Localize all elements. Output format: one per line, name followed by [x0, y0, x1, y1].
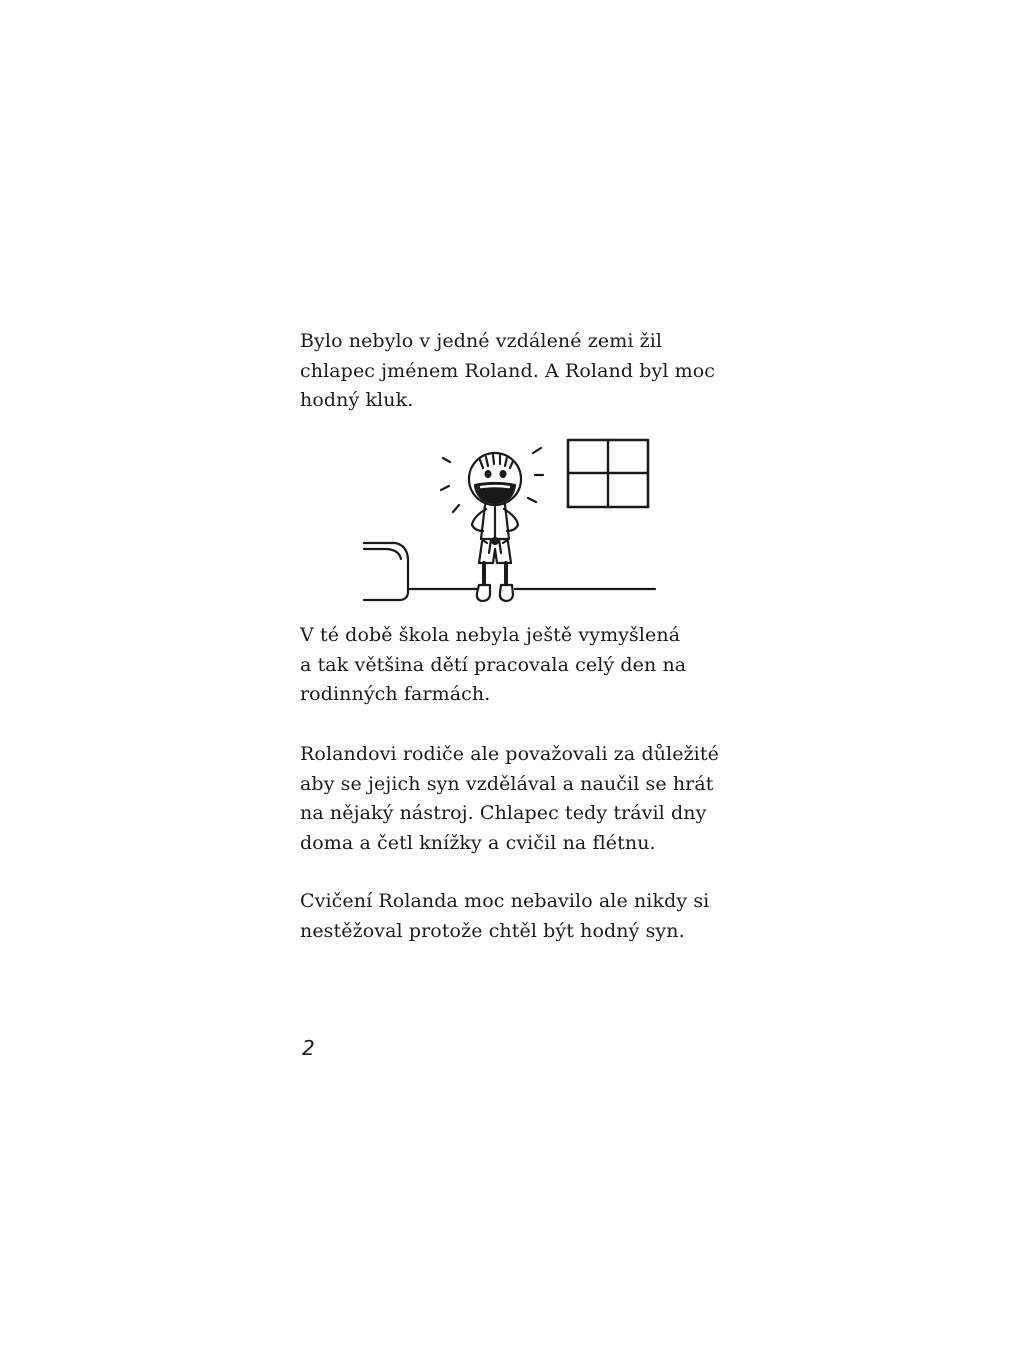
paragraph-line: hodný kluk. — [300, 389, 414, 411]
paragraph-line: Bylo nebylo v jedné vzdálené zemi žil — [300, 330, 663, 352]
paragraph-line: aby se jejich syn vzdělával a naučil se hrát — [300, 772, 714, 795]
paragraph-line: chlapec jménem Roland. A Roland byl moc — [300, 359, 716, 382]
paragraph-line: V té době škola nebyla ještě vymyšlená — [300, 624, 681, 646]
happy-boy-drawing-icon — [355, 435, 665, 610]
paragraph-line: rodinných farmách. — [300, 683, 491, 705]
paragraph-line: Cvičení Rolanda moc nebavilo ale nikdy si — [300, 890, 710, 912]
page-number: 2 — [302, 1036, 315, 1060]
paragraph-4 — [300, 887, 740, 946]
paragraph-3 — [300, 740, 740, 858]
paragraph-2 — [300, 621, 740, 710]
paragraph-line: a tak většina dětí pracovala celý den na — [300, 653, 687, 676]
paragraph-1 — [300, 327, 740, 416]
paragraph-line: na nějaký nástroj. Chlapec tedy trávil dny — [300, 802, 707, 824]
paragraph-line: nestěžoval protože chtěl být hodný syn. — [300, 919, 685, 942]
paragraph-line: Rolandovi rodiče ale považovali za důležité — [300, 743, 719, 765]
paragraph-line: doma a četl knížky a cvičil na flétnu. — [300, 831, 656, 854]
